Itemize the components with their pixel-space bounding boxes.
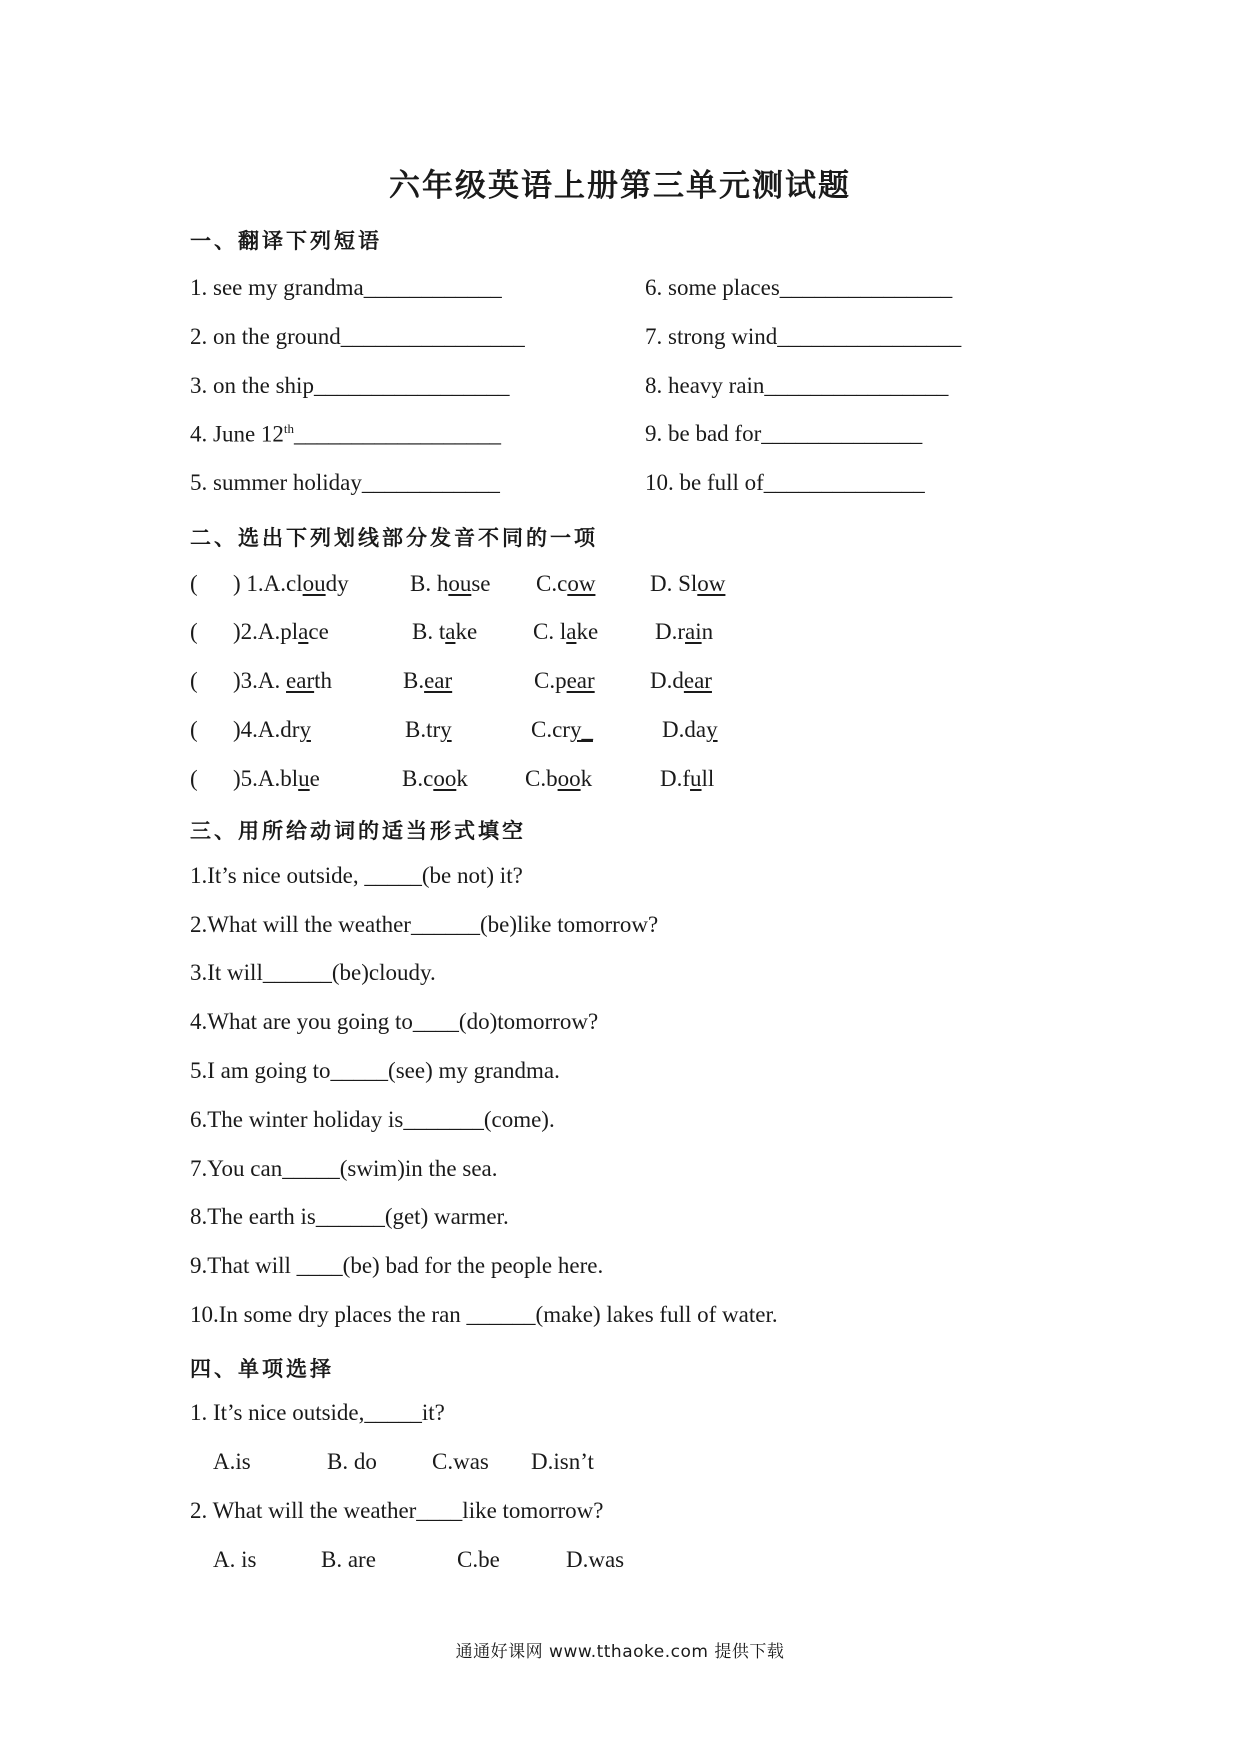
phrase-9: 9. be bad for______________	[645, 421, 923, 446]
fill-in-item-8: 8.The earth is______(get) warmer.	[190, 1204, 509, 1229]
phonics-q2-option-c: C. lake	[533, 619, 599, 644]
section-4-heading: 四、单项选择	[190, 1357, 334, 1381]
phonics-q1-option-a: ) 1.A.cloudy	[233, 571, 349, 596]
phonics-q5-option-d: D.full	[660, 766, 715, 791]
phrase-3: 3. on the ship_________________	[190, 373, 510, 398]
choice-q2-option-b: B. are	[321, 1547, 376, 1572]
phonics-q1-option-b: B. house	[410, 571, 491, 596]
phonics-q1-option-d: D. Slow	[650, 571, 726, 596]
choice-q1-option-a: A.is	[213, 1449, 251, 1474]
choice-q2-option-c: C.be	[457, 1547, 500, 1572]
phonics-q3-option-a: )3.A. earth	[233, 668, 332, 693]
section-1-heading: 一、翻译下列短语	[190, 229, 382, 253]
phonics-q3-option-c: C.pear	[534, 668, 595, 693]
phonics-q4-option-b: B.try	[405, 717, 452, 742]
phrase-5: 5. summer holiday____________	[190, 470, 500, 495]
section-2-heading: 二、选出下列划线部分发音不同的一项	[190, 526, 598, 550]
choice-q1-option-b: B. do	[327, 1449, 377, 1474]
answer-paren: (	[190, 619, 198, 644]
choice-q1-option-d: D.isn’t	[531, 1449, 594, 1474]
fill-in-item-5: 5.I am going to_____(see) my grandma.	[190, 1058, 560, 1083]
section-3-heading: 三、用所给动词的适当形式填空	[190, 819, 526, 843]
fill-in-item-7: 7.You can_____(swim)in the sea.	[190, 1156, 498, 1181]
phrase-7: 7. strong wind________________	[645, 324, 962, 349]
choice-q2-option-d: D.was	[566, 1547, 625, 1572]
phonics-q5-option-c: C.book	[525, 766, 593, 791]
phonics-q5-option-b: B.cook	[402, 766, 468, 791]
answer-paren: (	[190, 717, 198, 742]
phrase-1: 1. see my grandma____________	[190, 275, 502, 300]
footer-source: 通通好课网 www.tthaoke.com 提供下载	[455, 1642, 785, 1662]
phonics-q2-option-d: D.rain	[655, 619, 714, 644]
phrase-10: 10. be full of______________	[645, 470, 925, 495]
fill-in-item-2: 2.What will the weather______(be)like tomorrow?	[190, 912, 659, 937]
answer-paren: (	[190, 766, 198, 791]
phrase-2: 2. on the ground________________	[190, 324, 525, 349]
phonics-q4-option-c: C.cry_	[531, 717, 593, 742]
phonics-q4-option-a: )4.A.dry	[233, 717, 311, 742]
fill-in-item-3: 3.It will______(be)cloudy.	[190, 960, 436, 985]
phrase-6: 6. some places_______________	[645, 275, 953, 300]
fill-in-item-9: 9.That will ____(be) bad for the people here.	[190, 1253, 604, 1278]
phonics-q2-option-b: B. take	[412, 619, 478, 644]
fill-in-item-10: 10.In some dry places the ran ______(make) lakes full of water.	[190, 1302, 778, 1327]
fill-in-item-6: 6.The winter holiday is_______(come).	[190, 1107, 555, 1132]
phonics-q3-option-d: D.dear	[650, 668, 712, 693]
choice-q1-option-c: C.was	[432, 1449, 489, 1474]
phonics-q5-option-a: )5.A.blue	[233, 766, 320, 791]
page-title: 六年级英语上册第三单元测试题	[389, 168, 851, 204]
phrase-4: 4. June 12th__________________	[190, 421, 502, 447]
fill-in-item-4: 4.What are you going to____(do)tomorrow?	[190, 1009, 599, 1034]
choice-question-1: 1. It’s nice outside,_____it?	[190, 1400, 445, 1425]
fill-in-item-1: 1.It’s nice outside, _____(be not) it?	[190, 863, 523, 888]
phonics-q3-option-b: B.ear	[403, 668, 453, 693]
choice-q2-option-a: A. is	[213, 1547, 257, 1572]
answer-paren: (	[190, 571, 198, 596]
phonics-q2-option-a: )2.A.place	[233, 619, 329, 644]
choice-question-2: 2. What will the weather____like tomorrow?	[190, 1498, 604, 1523]
phrase-8: 8. heavy rain________________	[645, 373, 949, 398]
phonics-q1-option-c: C.cow	[536, 571, 596, 596]
answer-paren: (	[190, 668, 198, 693]
phonics-q4-option-d: D.day	[662, 717, 718, 742]
